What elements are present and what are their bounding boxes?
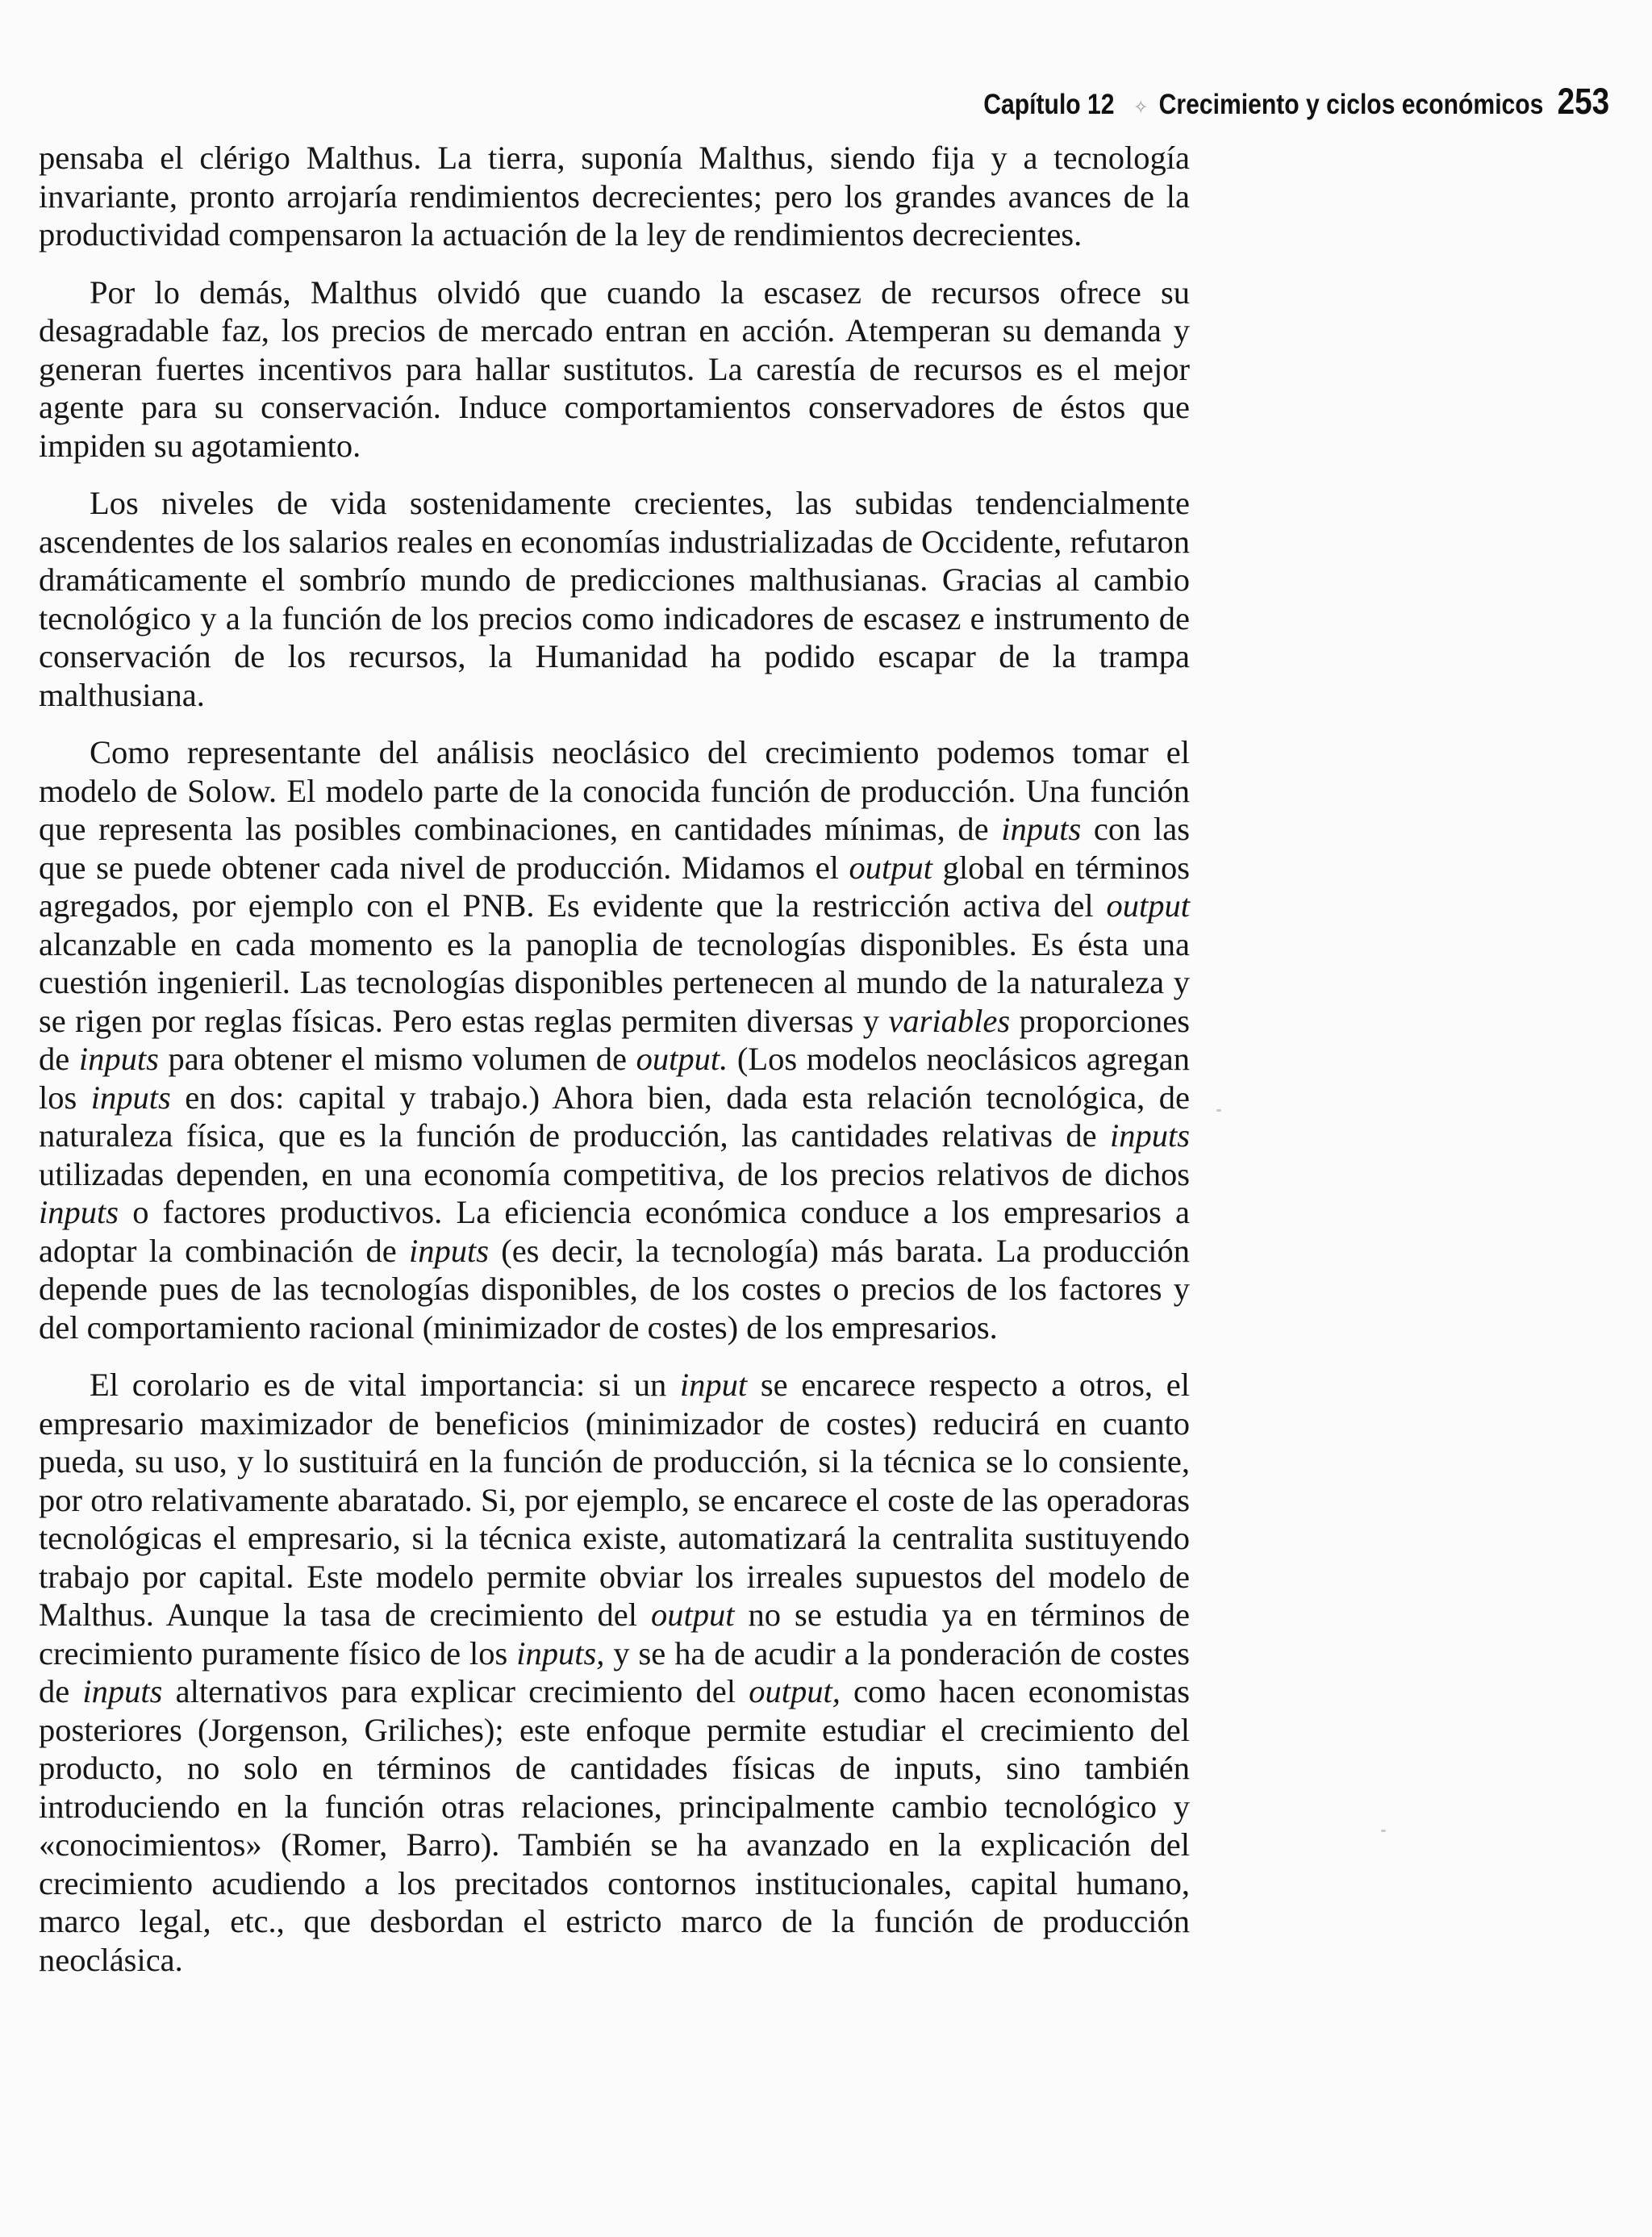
text-run: se encarece respecto a otros, el empresario maximizador de beneficios (minimizador de costes) reducirá en cuanto pueda, su uso, y lo sustituirá en la función de producción, si la técnica se lo consiente, por otro relativamente abaratado. Si, por ejemplo, se encarece el coste de las operadoras tecnológicas el empresario, si la técnica existe, automatizará la centralita sustituyendo trabajo por capital. Este modelo permite obviar los irreales supuestos del modelo de Malthus. Aunque la tasa de crecimiento del (39, 1367, 1190, 1633)
text-run: no se estudia ya en términos de crecimiento puramente físico de los (39, 1596, 1190, 1671)
chapter-label: Capítulo 12 (983, 89, 1115, 120)
text-run: alcanzable en cada momento es la panoplia de tecnologías disponibles. Es ésta una cuestión ingenieril. Las tecnologías disponibles pertenecen al mundo de la naturaleza y se rigen por reglas físicas. Pero estas reglas permiten diversas y (39, 925, 1190, 1039)
italic-term: output (651, 1596, 735, 1633)
italic-term: output (1106, 887, 1190, 924)
italic-term: inputs, (516, 1634, 605, 1671)
italic-term: inputs (39, 1194, 119, 1230)
italic-term: inputs (78, 1041, 159, 1077)
text-run: utilizadas dependen, en una economía competitiva, de los precios relativos de dichos (39, 1155, 1190, 1192)
italic-term: inputs (1109, 1117, 1190, 1154)
italic-term: inputs (408, 1232, 489, 1269)
italic-term: output. (636, 1041, 728, 1077)
text-run: Por lo demás, Malthus olvidó que cuando la escasez de recursos ofrece su desagradable faz, los precios de mercado entran en acción. Atemperan su demanda y generan fuertes incentivos para hallar sustitutos. La carestía de recursos es el mejor agente para su conservación. Induce comportamientos conservadores de éstos que impiden su agotamiento. (39, 273, 1190, 464)
scan-speck (1216, 1109, 1221, 1112)
text-run: proporciones de (39, 1002, 1190, 1077)
italic-term: inputs (1001, 811, 1082, 847)
text-run: global en términos agregados, por ejemplo con el PNB. Es evidente que la restricción activa del (39, 849, 1191, 924)
text-run: en dos: capital y trabajo.) Ahora bien, dada esta relación tecnológica, de naturaleza física, que es la función de producción, las cantidades relativas de (39, 1079, 1190, 1154)
italic-term: output (849, 849, 932, 886)
paragraph (39, 139, 1190, 254)
italic-term: output, (749, 1673, 841, 1709)
paragraph (39, 1366, 1190, 1979)
body-text (39, 139, 1190, 1979)
italic-term: inputs (90, 1079, 171, 1116)
text-run: alternativos para explicar crecimiento del (162, 1673, 749, 1709)
text-run: El corolario es de vital importancia: si un (90, 1367, 680, 1403)
chapter-title: Crecimiento y ciclos económicos (1158, 89, 1544, 120)
text-run: Los niveles de vida sostenidamente crecientes, las subidas tendencialmente ascendentes de los salarios reales en economías industrializadas de Occidente, refutaron dramáticamente el sombrío mundo de predicciones malthusianas. Gracias al cambio tecnológico y a la función de los precios como indicadores de escasez e instrumento de conservación de los recursos, la Humanidad ha podido escapar de la trampa malthusiana. (39, 485, 1190, 713)
paragraph (39, 273, 1190, 465)
scan-speck (1381, 1830, 1386, 1832)
italic-term: variables (888, 1002, 1011, 1039)
text-run: (es decir, la tecnología) más barata. La producción depende pues de las tecnologías disponibles, de los costes o precios de los factores y del comportamiento racional (minimizador de costes) de los empresarios. (39, 1232, 1190, 1346)
paragraph (39, 484, 1190, 714)
text-run: (Los modelos neoclásicos agregan los (39, 1041, 1190, 1116)
text-run: o factores productivos. La eficiencia económica conduce a los empresarios a adoptar la combinación de (39, 1194, 1190, 1269)
text-run: como hacen economistas posteriores (Jorgenson, Griliches); este enfoque permite estudiar el crecimiento del producto, no solo en términos de cantidades físicas de inputs, sino también introduciendo en la función otras relaciones, principalmente cambio tecnológico y «conocimientos» (Romer, Barro). También se ha avanzado en la explicación del crecimiento acudiendo a los precitados contornos institucionales, capital humano, marco legal, etc., que desbordan el estricto marco de la función de producción neoclásica. (39, 1673, 1190, 1978)
text-run: Como representante del análisis neoclásico del crecimiento podemos tomar el modelo de Solow. El modelo parte de la conocida función de producción. Una función que representa las posibles combinaciones, en cantidades mínimas, de (39, 734, 1190, 847)
separator-ornament-icon: ✧ (1133, 97, 1148, 119)
page-number: 253 (1557, 81, 1609, 122)
text-run: con las que se puede obtener cada nivel de producción. Midamos el (39, 811, 1190, 886)
running-head (983, 81, 1609, 123)
italic-term: inputs (82, 1673, 163, 1709)
text-run: y se ha de acudir a la ponderación de costes de (39, 1634, 1190, 1709)
italic-term: input (679, 1367, 748, 1403)
text-run: para obtener el mismo volumen de (158, 1041, 636, 1077)
paragraph (39, 733, 1190, 1346)
text-run: pensaba el clérigo Malthus. La tierra, suponía Malthus, siendo fija y a tecnología invariante, pronto arrojaría rendimientos decrecientes; pero los grandes avances de la productividad compensaron la actuación de la ley de rendimientos decrecientes. (39, 140, 1190, 252)
